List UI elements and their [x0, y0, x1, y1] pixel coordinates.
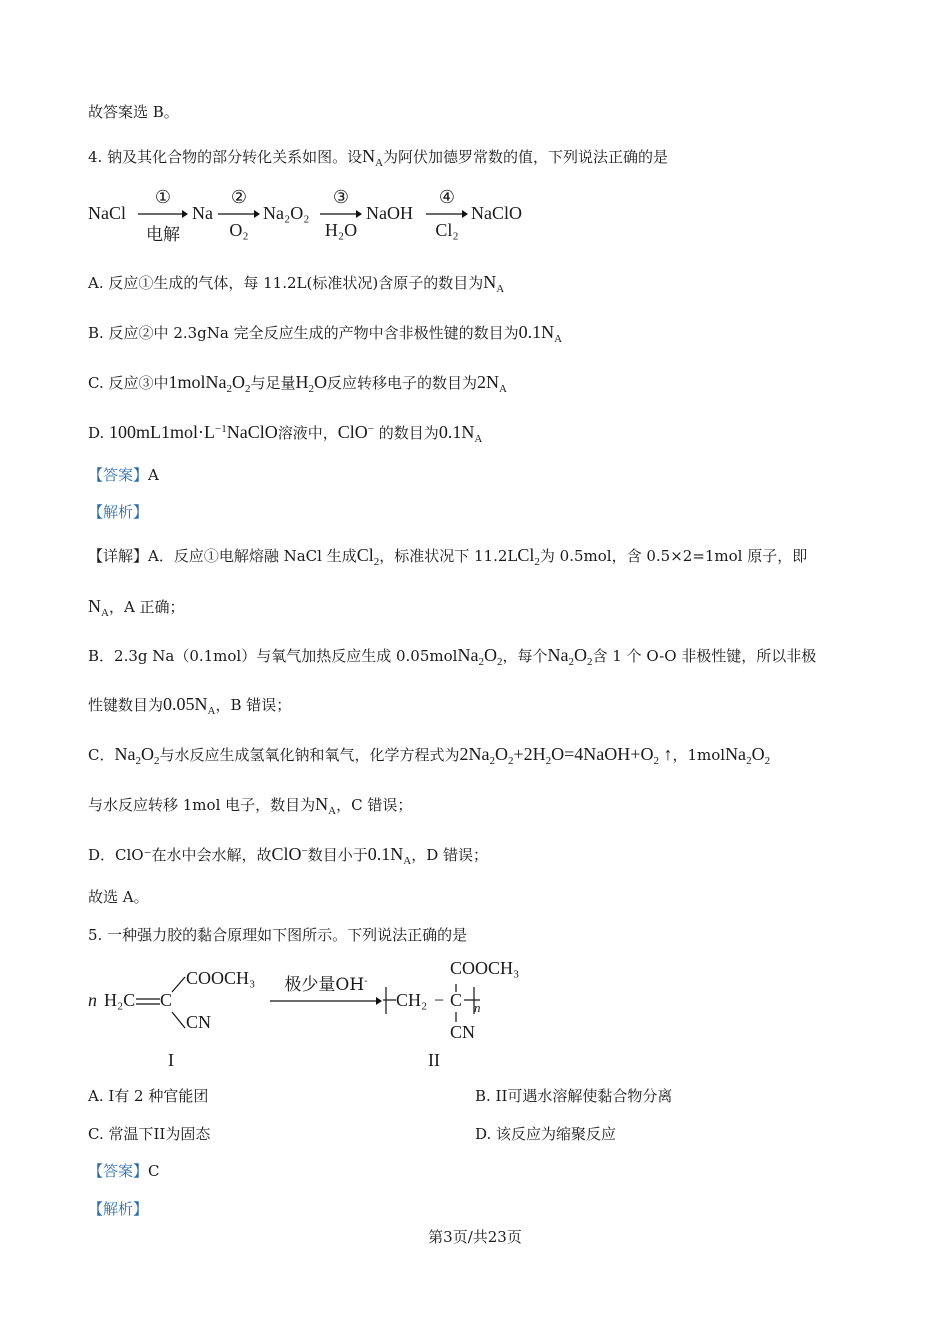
- q4-arrow-1: ① 电解: [138, 187, 188, 245]
- q4-detail-line3: B．2.3g Na（0.1mol）与氧气加热反应生成 $0.05molNa_2O_2$，每个$Na_2O_2$含 1 个 O-O 非极性键，所以非极: [88, 645, 817, 668]
- q4-detail-line5: C．$Na_2O_2$与水反应生成氢氧化钠和氧气，化学方程式为$2Na_2O_2+2H_2O=4NaOH+O_2$ ↑，$1molNa_2O_2$: [88, 744, 771, 767]
- q4-stem: 4. 钠及其化合物的部分转化关系如图。设$N_A$为阿伏加德罗常数的值，下列说法正确的是: [88, 146, 669, 169]
- q5-option-d: D. 该反应为缩聚反应: [475, 1125, 617, 1143]
- q5-option-c: C. 常温下II为固态: [88, 1125, 211, 1143]
- q4-species-na2o2: Na₂O₂: [263, 203, 310, 223]
- prev-conclusion: 故答案选 B。: [88, 103, 179, 121]
- q5-n: n: [88, 990, 97, 1010]
- q4-detail-line1: 【详解】A．反应①电解熔融 NaCl 生成$Cl_2$，标准状况下 11.2LCl$_2$为 0.5mol，含 0.5×2=1mol 原子，即: [88, 545, 808, 568]
- q5-option-b: B. II可遇水溶解使黏合物分离: [475, 1087, 673, 1105]
- q4-species-naclo: NaClO: [471, 203, 522, 223]
- q4-arrow-4: ④ Cl₂: [426, 187, 468, 241]
- q4-option-b: B. 反应②中 2.3gNa 完全反应生成的产物中含非极性键的数目为$0.1N_A$: [88, 322, 563, 345]
- q4-detail-line4: 性键数目为$0.05N_A$，B 错误；: [88, 694, 292, 717]
- q4-detail-line2: $N_A$，A 正确；: [88, 596, 185, 619]
- q4-detail-line8: 故选 A。: [88, 888, 149, 906]
- q4-species-nacl: NaCl: [88, 203, 126, 223]
- q4-analysis-label: 【解析】: [88, 503, 149, 521]
- q5-c2: C: [450, 990, 463, 1010]
- q4-arrow-2: ② O₂: [218, 187, 260, 241]
- q5-cooch3-2: COOCH₃: [450, 958, 520, 978]
- page-footer: 第3页/共23页: [428, 1228, 522, 1246]
- q5-option-a: A. I有 2 种官能团: [88, 1087, 209, 1105]
- q4-detail-line7: D．ClO⁻在水中会水解，故ClO−数目小于$0.1N_A$，D 错误；: [88, 844, 489, 867]
- q5-cn-2: CN: [450, 1022, 476, 1042]
- q5-analysis-label: 【解析】: [88, 1200, 149, 1218]
- q5-cn: CN: [186, 1012, 212, 1032]
- q5-stem: 5. 一种强力胶的黏合原理如下图所示。下列说法正确的是: [88, 926, 468, 944]
- q4-arrow-3: ③ H₂O: [320, 187, 362, 241]
- q4-species-na: Na: [192, 203, 213, 223]
- q5-c: C: [160, 990, 173, 1010]
- q4-species-naoh: NaOH: [366, 203, 413, 223]
- q4-answer: 【答案】A: [88, 466, 159, 484]
- q5-n2: n: [474, 1000, 481, 1015]
- q5-answer: 【答案】C: [88, 1162, 160, 1180]
- q4-option-a: A. 反应①生成的气体，每 11.2L(标准状况)含原子的数目为$N_A$: [88, 272, 505, 295]
- q5-label-1: I: [168, 1050, 174, 1070]
- q4-option-c: C. 反应③中$1molNa_2O_2$与足量$H_2O$反应转移电子的数目为$2N_A$: [88, 372, 507, 395]
- q4-option-d: D. $100mL1mol\cdot L^{-1}NaClO$溶液中，ClO− 的数目为$0.1N_A$: [88, 422, 483, 445]
- q5-ch2: CH₂: [396, 990, 428, 1010]
- q4-detail-line6: 与水反应转移 1mol 电子，数目为$N_A$，C 错误；: [88, 794, 413, 817]
- q5-arrow: 极少量OH-: [270, 970, 382, 1007]
- q5-cooch3: COOCH₃: [186, 968, 256, 988]
- q5-h2c: H₂C: [104, 990, 136, 1010]
- q5-label-2: II: [428, 1050, 440, 1070]
